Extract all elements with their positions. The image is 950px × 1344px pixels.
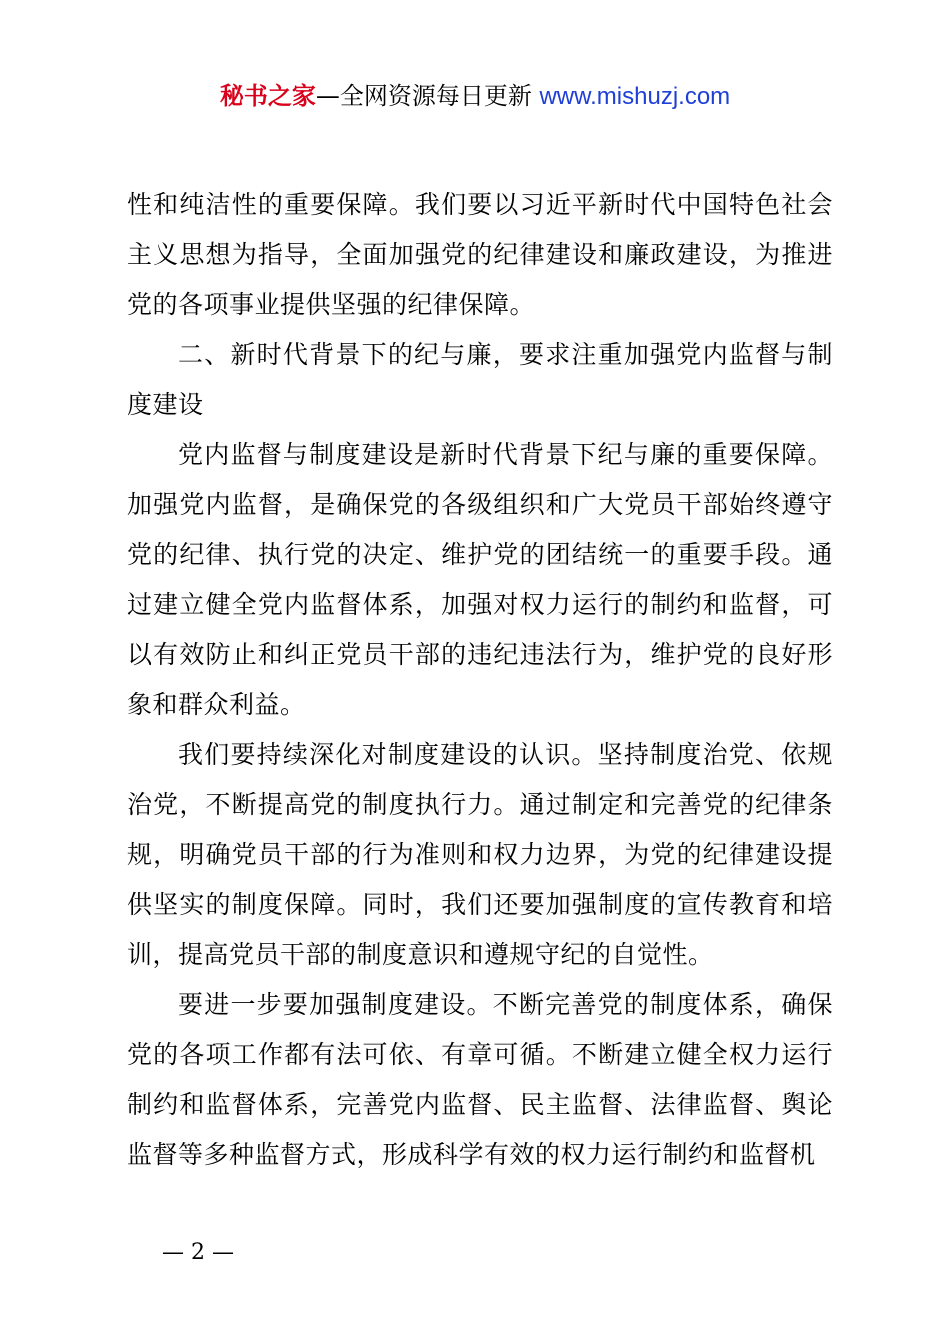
section-heading: 二、新时代背景下的纪与廉，要求注重加强党内监督与制度建设 xyxy=(127,340,833,419)
paragraph: 党内监督与制度建设是新时代背景下纪与廉的重要保障。加强党内监督，是确保党的各级组织和广大党员干部始终遵守党的纪律、执行党的决定、维护党的团结统一的重要手段。通过建立健全党内监督体系，加强对权力运行的制约和监督，可以有效防止和纠正党员干部的违纪违法行为，维护党的良好形象和群众利益。 xyxy=(127,440,833,719)
paragraph: 我们要持续深化对制度建设的认识。坚持制度治党、依规治党，不断提高党的制度执行力。通过制定和完善党的纪律条规，明确党员干部的行为准则和权力边界，为党的纪律建设提供坚实的制度保障。同时，我们还要加强制度的宣传教育和培训，提高党员干部的制度意识和遵规守纪的自觉性。 xyxy=(127,740,833,969)
site-tagline: —全网资源每日更新 xyxy=(315,82,540,110)
document-body xyxy=(127,180,833,1180)
paragraph-continuation: 性和纯洁性的重要保障。我们要以习近平新时代中国特色社会主义思想为指导，全面加强党的纪律建设和廉政建设，为推进党的各项事业提供坚强的纪律保障。 xyxy=(127,190,833,319)
site-name: 秘书之家 xyxy=(219,82,316,110)
site-url-link[interactable]: www.mishuzj.com xyxy=(539,83,731,110)
page-number: — 2 — xyxy=(162,1240,234,1265)
paragraph: 要进一步要加强制度建设。不断完善党的制度体系，确保党的各项工作都有法可依、有章可循。不断建立健全权力运行制约和监督体系，完善党内监督、民主监督、法律监督、舆论监督等多种监督方式，形成科学有效的权力运行制约和监督机 xyxy=(127,990,833,1169)
page-header xyxy=(0,78,950,115)
